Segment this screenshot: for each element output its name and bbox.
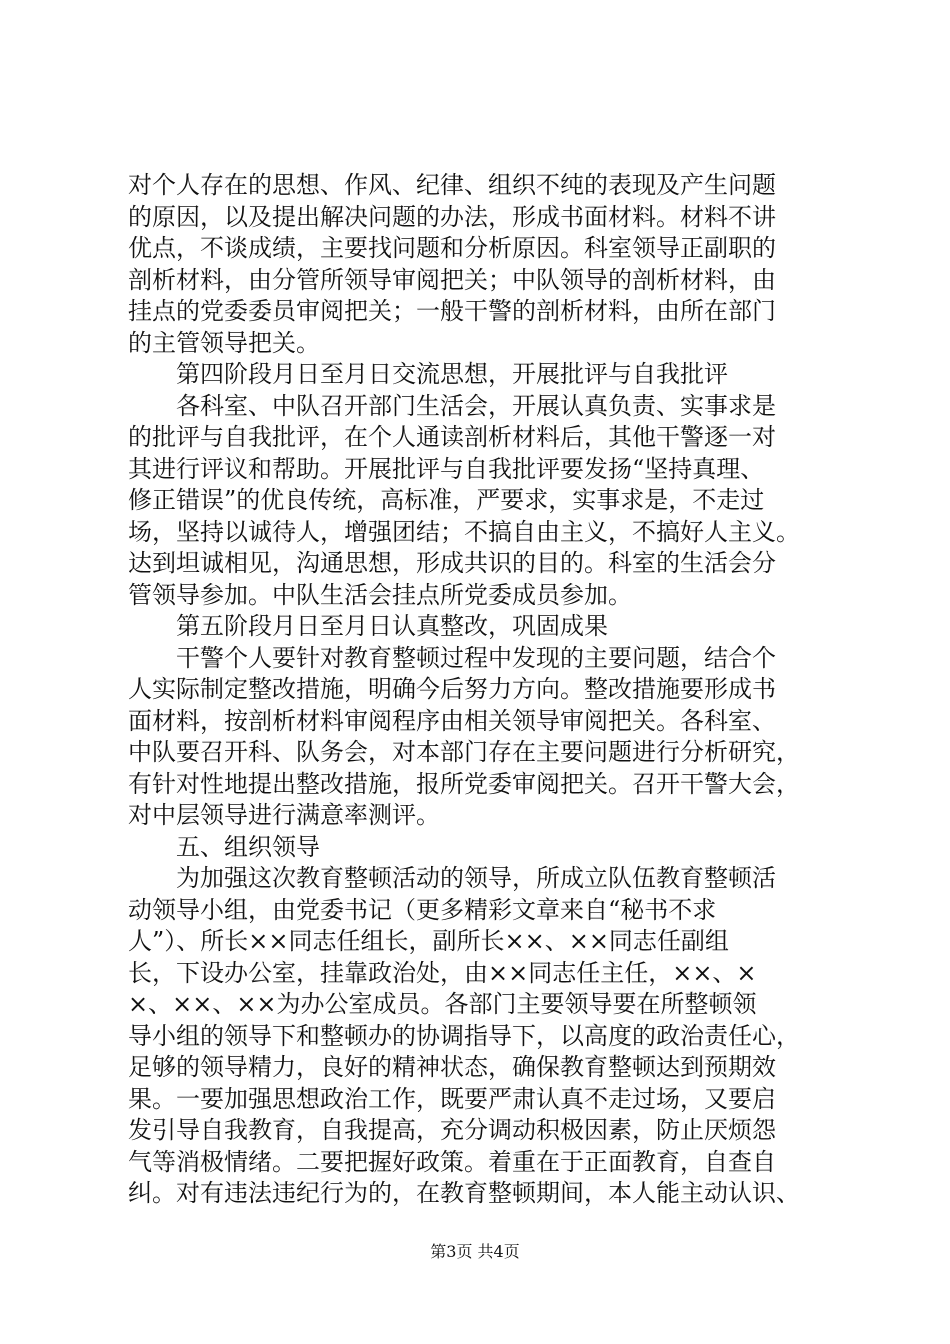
text-line: 长，下设办公室，挂靠政治处，由××同志任主任，××、× <box>128 958 757 987</box>
text-line: 人实际制定整改措施，明确今后努力方向。整改措施要形成书 <box>128 675 776 703</box>
text-line: 气等消极情绪。二要把握好政策。着重在于正面教育，自查自 <box>128 1147 776 1176</box>
document-body <box>128 170 848 1210</box>
text-line: 为加强这次教育整顿活动的领导，所成立队伍教育整顿活 <box>176 864 776 892</box>
text-line: 对个人存在的思想、作风、纪律、组织不纯的表现及产生问题 <box>128 171 776 199</box>
text-line: 有针对性地提出整改措施，报所党委审阅把关。召开干警大会， <box>128 769 800 798</box>
text-line: 中队要召开科、队务会，对本部门存在主要问题进行分析研究， <box>128 738 800 766</box>
text-line: 场，坚持以诚待人，增强团结；不搞自由主义，不搞好人主义。 <box>128 517 800 546</box>
text-line: 面材料，按剖析材料审阅程序由相关领导审阅把关。各科室、 <box>128 706 776 735</box>
text-line: 干警个人要针对教育整顿过程中发现的主要问题，结合个 <box>176 643 776 672</box>
text-line: 优点，不谈成绩，主要找问题和分析原因。科室领导正副职的 <box>128 234 776 262</box>
text-line: 第四阶段月日至月日交流思想，开展批评与自我批评 <box>176 360 728 388</box>
text-line: 对中层领导进行满意率测评。 <box>128 801 440 829</box>
text-line: 纠。对有违法违纪行为的，在教育整顿期间，本人能主动认识、 <box>128 1179 800 1207</box>
text-line: 修正错误”的优良传统，高标准，严要求，实事求是，不走过 <box>128 486 765 514</box>
text-line: 足够的领导精力，良好的精神状态，确保教育整顿达到预期效 <box>128 1053 776 1081</box>
text-line: 管领导参加。中队生活会挂点所党委成员参加。 <box>128 580 632 609</box>
text-line: 的原因，以及提出解决问题的办法，形成书面材料。材料不讲 <box>128 202 776 231</box>
page-footer: 第3页 共4页 <box>430 1242 520 1261</box>
text-line: 其进行评议和帮助。开展批评与自我批评要发扬“坚持真理、 <box>128 454 765 483</box>
text-line: 达到坦诚相见，沟通思想，形成共识的目的。科室的生活会分 <box>128 549 776 577</box>
text-line: 的主管领导把关。 <box>128 328 320 357</box>
text-line: ×、××、××为办公室成员。各部门主要领导要在所整顿领 <box>128 990 757 1018</box>
text-line: 的批评与自我批评，在个人通读剖析材料后，其他干警逐一对 <box>128 423 776 451</box>
text-line: 五、组织领导 <box>176 832 320 861</box>
text-line: 第五阶段月日至月日认真整改，巩固成果 <box>176 612 608 640</box>
text-line: 导小组的领导下和整顿办的协调指导下，以高度的政治责任心， <box>128 1021 800 1050</box>
text-line: 挂点的党委委员审阅把关；一般干警的剖析材料，由所在部门 <box>128 297 776 325</box>
text-line: 剖析材料，由分管所领导审阅把关；中队领导的剖析材料，由 <box>128 265 776 294</box>
text-line: 果。一要加强思想政治工作，既要严肃认真不走过场，又要启 <box>128 1084 776 1113</box>
text-line: 人”）、所长××同志任组长，副所长××、××同志任副组 <box>128 927 729 955</box>
text-line: 发引导自我教育，自我提高，充分调动积极因素，防止厌烦怨 <box>128 1116 776 1144</box>
text-line: 动领导小组，由党委书记（更多精彩文章来自“秘书不求 <box>128 895 717 924</box>
text-line: 各科室、中队召开部门生活会，开展认真负责、实事求是 <box>176 391 776 420</box>
